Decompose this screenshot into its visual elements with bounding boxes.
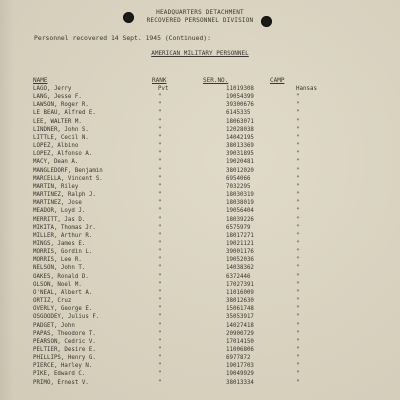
personnel-name: MARTIN, Riley bbox=[33, 183, 79, 190]
personnel-name: MILLER, Arthur R. bbox=[33, 232, 93, 239]
personnel-serial: 11006806 bbox=[226, 347, 254, 353]
document-header bbox=[0, 9, 400, 25]
personnel-serial: 39001176 bbox=[226, 249, 254, 256]
personnel-serial: 18017271 bbox=[226, 232, 254, 239]
personnel-rank: " bbox=[158, 314, 162, 321]
personnel-camp: " bbox=[296, 224, 300, 231]
personnel-rank: " bbox=[158, 338, 162, 345]
personnel-camp: " bbox=[296, 338, 300, 345]
personnel-camp: " bbox=[296, 281, 300, 288]
personnel-rank: " bbox=[158, 240, 162, 247]
table-row bbox=[33, 93, 356, 101]
table-row bbox=[33, 305, 356, 313]
table-row bbox=[33, 224, 356, 232]
column-header-camp: CAMP bbox=[270, 77, 285, 84]
personnel-serial: 39031895 bbox=[226, 151, 254, 158]
personnel-serial: 11016009 bbox=[226, 289, 254, 296]
personnel-camp: " bbox=[296, 175, 300, 182]
table-row bbox=[33, 183, 356, 191]
personnel-rank: " bbox=[158, 363, 162, 370]
personnel-camp: " bbox=[296, 208, 300, 215]
personnel-serial: 11019308 bbox=[226, 86, 254, 92]
personnel-serial: 20900729 bbox=[226, 330, 254, 337]
personnel-rank: " bbox=[158, 249, 162, 256]
personnel-serial: 18038019 bbox=[226, 200, 254, 207]
personnel-camp: " bbox=[296, 298, 300, 305]
personnel-rank: " bbox=[158, 273, 162, 280]
personnel-name: MARTINEZ, Jose bbox=[33, 200, 82, 207]
table-row bbox=[33, 273, 356, 281]
table-row bbox=[33, 150, 356, 158]
personnel-serial: 15061748 bbox=[226, 306, 254, 313]
personnel-name: MANGLEDORF, Benjamin bbox=[33, 167, 103, 174]
personnel-rank: " bbox=[158, 330, 162, 337]
personnel-camp: " bbox=[296, 192, 300, 199]
table-row bbox=[33, 126, 356, 134]
personnel-serial: 12028038 bbox=[226, 126, 254, 133]
personnel-camp: " bbox=[296, 322, 300, 329]
table-row bbox=[33, 346, 356, 354]
personnel-rank: " bbox=[158, 94, 162, 101]
personnel-rank: " bbox=[158, 151, 162, 158]
table-row bbox=[33, 109, 356, 117]
table-row bbox=[33, 134, 356, 142]
personnel-camp: " bbox=[296, 232, 300, 239]
table-row bbox=[33, 248, 356, 256]
table-row bbox=[33, 118, 356, 126]
personnel-serial: 14038362 bbox=[226, 265, 254, 272]
personnel-name: MORRIS, Lee R. bbox=[33, 257, 82, 264]
table-row bbox=[33, 85, 356, 93]
personnel-serial: 18039226 bbox=[226, 216, 254, 223]
personnel-rank: " bbox=[158, 102, 162, 109]
personnel-serial: 19056404 bbox=[226, 208, 254, 215]
personnel-camp: " bbox=[296, 183, 300, 190]
section-title: AMERICAN MILITARY PERSONNEL bbox=[151, 50, 249, 57]
personnel-camp: " bbox=[296, 200, 300, 207]
table-row bbox=[33, 232, 356, 240]
personnel-name: PIERCE, Harley N. bbox=[33, 363, 93, 370]
personnel-rank: " bbox=[158, 371, 162, 378]
personnel-rank: " bbox=[158, 192, 162, 199]
personnel-serial: 19049929 bbox=[226, 371, 254, 378]
personnel-serial: 18030319 bbox=[226, 192, 254, 199]
column-header-rank: RANK bbox=[152, 77, 167, 84]
personnel-name: MARCELLA, Vincent S. bbox=[33, 175, 103, 182]
personnel-camp: " bbox=[296, 126, 300, 133]
personnel-serial: 6575979 bbox=[226, 224, 251, 231]
table-row bbox=[33, 264, 356, 272]
personnel-camp: " bbox=[296, 118, 300, 125]
personnel-name: OLSON, Noel M. bbox=[33, 281, 82, 288]
personnel-rank: " bbox=[158, 134, 162, 141]
personnel-camp: " bbox=[296, 363, 300, 370]
personnel-name: LEE, WALTER M. bbox=[33, 118, 82, 125]
personnel-serial: 19054399 bbox=[226, 94, 254, 101]
personnel-name: ORTIZ, Cruz bbox=[33, 298, 72, 305]
personnel-serial: 19020481 bbox=[226, 159, 254, 166]
personnel-serial: 18063071 bbox=[226, 118, 254, 125]
personnel-camp: " bbox=[296, 143, 300, 150]
table-row bbox=[33, 216, 356, 224]
table-row bbox=[33, 322, 356, 330]
personnel-rank: " bbox=[158, 289, 162, 296]
personnel-name: LOPEZ, Albino bbox=[33, 143, 79, 150]
personnel-name: MIKITA, Thomas Jr. bbox=[33, 224, 96, 231]
personnel-rank: " bbox=[158, 126, 162, 133]
personnel-rank: " bbox=[158, 257, 162, 264]
table-row bbox=[33, 167, 356, 175]
personnel-rank: " bbox=[158, 143, 162, 150]
personnel-serial: 6977872 bbox=[226, 355, 251, 362]
table-row bbox=[33, 297, 356, 305]
personnel-serial: 38012630 bbox=[226, 298, 254, 305]
table-row bbox=[33, 370, 356, 378]
personnel-name: PADGET, John bbox=[33, 322, 75, 329]
personnel-name: LANG, Jesse F. bbox=[33, 94, 82, 101]
personnel-name: LAWSON, Roger R. bbox=[33, 102, 89, 109]
personnel-rank: " bbox=[158, 265, 162, 272]
personnel-serial: 38013369 bbox=[226, 143, 254, 150]
personnel-camp: " bbox=[296, 289, 300, 296]
table-row bbox=[33, 158, 356, 166]
personnel-camp: " bbox=[296, 167, 300, 174]
column-header-name: NAME bbox=[33, 77, 48, 84]
table-row bbox=[33, 256, 356, 264]
personnel-rank: " bbox=[158, 183, 162, 190]
personnel-camp: " bbox=[296, 306, 300, 313]
personnel-rank: " bbox=[158, 232, 162, 239]
personnel-serial: 6372446 bbox=[226, 273, 251, 280]
table-row bbox=[33, 191, 356, 199]
personnel-camp: " bbox=[296, 273, 300, 280]
personnel-serial: 6145335 bbox=[226, 110, 251, 117]
personnel-name: PAPAS, Theodore T. bbox=[33, 330, 96, 337]
personnel-name: MEADOR, Loyd J. bbox=[33, 208, 86, 215]
personnel-serial: 39300676 bbox=[226, 102, 254, 109]
personnel-name: PEARSON, Cedric V. bbox=[33, 338, 96, 345]
personnel-rank: " bbox=[158, 281, 162, 288]
personnel-serial: 19052036 bbox=[226, 257, 254, 264]
personnel-name: LINDNER, John S. bbox=[33, 126, 89, 133]
personnel-name: PIKE, Edward C. bbox=[33, 371, 86, 378]
personnel-camp: " bbox=[296, 379, 300, 386]
personnel-rank: " bbox=[158, 167, 162, 174]
table-row bbox=[33, 199, 356, 207]
personnel-serial: 19021121 bbox=[226, 240, 254, 247]
personnel-name: NELSON, John T. bbox=[33, 265, 86, 272]
table-row bbox=[33, 240, 356, 248]
personnel-rank: " bbox=[158, 175, 162, 182]
personnel-serial: 14027418 bbox=[226, 322, 254, 329]
personnel-name: PHILLIPS, Henry G. bbox=[33, 355, 96, 362]
table-row bbox=[33, 338, 356, 346]
personnel-name: PRIMO, Ernest V. bbox=[33, 379, 89, 386]
table-row bbox=[33, 281, 356, 289]
personnel-rank: " bbox=[158, 355, 162, 362]
personnel-camp: " bbox=[296, 134, 300, 141]
header-line-2: RECOVERED PERSONNEL DIVISION bbox=[146, 17, 254, 24]
table-row bbox=[33, 142, 356, 150]
personnel-camp: " bbox=[296, 240, 300, 247]
personnel-name: OSGOODEY, Julius F. bbox=[33, 314, 100, 321]
table-row bbox=[33, 330, 356, 338]
personnel-camp: " bbox=[296, 216, 300, 223]
personnel-rank: " bbox=[158, 298, 162, 305]
personnel-serial: 17014150 bbox=[226, 338, 254, 345]
personnel-serial: 35053917 bbox=[226, 314, 254, 321]
column-header-serial: SER.NO. bbox=[203, 77, 229, 84]
personnel-camp: " bbox=[296, 265, 300, 272]
table-row bbox=[33, 101, 356, 109]
personnel-rank: " bbox=[158, 322, 162, 329]
personnel-name: LE BEAU, Alfred E. bbox=[33, 110, 96, 117]
personnel-rank: " bbox=[158, 347, 162, 353]
personnel-name: MERRITT, Jas D. bbox=[33, 216, 86, 223]
table-row bbox=[33, 207, 356, 215]
personnel-rank: " bbox=[158, 118, 162, 125]
personnel-rank: " bbox=[158, 306, 162, 313]
personnel-rank: " bbox=[158, 200, 162, 207]
personnel-name: O'NEAL, Albert A. bbox=[33, 289, 93, 296]
personnel-camp: " bbox=[296, 159, 300, 166]
recovery-date-line: Personnel recovered 14 Sept. 1945 (Continued): bbox=[34, 34, 211, 42]
personnel-camp: " bbox=[296, 355, 300, 362]
personnel-camp: " bbox=[296, 102, 300, 109]
personnel-table bbox=[33, 85, 356, 387]
personnel-name: LITTLE, Cecil N. bbox=[33, 134, 89, 141]
personnel-rank: " bbox=[158, 208, 162, 215]
personnel-serial: 38012020 bbox=[226, 167, 254, 174]
personnel-serial: 19017703 bbox=[226, 363, 254, 370]
personnel-name: PELTIER, Desire E. bbox=[33, 347, 96, 353]
personnel-name: MACY, Dean A. bbox=[33, 159, 79, 166]
table-row bbox=[33, 175, 356, 183]
personnel-camp: " bbox=[296, 257, 300, 264]
personnel-rank: " bbox=[158, 216, 162, 223]
personnel-serial: 17027391 bbox=[226, 281, 254, 288]
personnel-camp: " bbox=[296, 330, 300, 337]
personnel-name: OVERLY, George E. bbox=[33, 306, 93, 313]
personnel-camp: " bbox=[296, 347, 300, 353]
table-row bbox=[33, 354, 356, 362]
personnel-name: MINGS, James E. bbox=[33, 240, 86, 247]
table-row bbox=[33, 379, 356, 387]
personnel-rank: " bbox=[158, 379, 162, 386]
personnel-name: MORRIS, Gordin L. bbox=[33, 249, 93, 256]
personnel-name: OAKES, Ronald D. bbox=[33, 273, 89, 280]
personnel-rank: Pvt bbox=[158, 86, 169, 92]
personnel-rank: " bbox=[158, 110, 162, 117]
personnel-camp: Hansas bbox=[296, 86, 317, 92]
personnel-rank: " bbox=[158, 224, 162, 231]
personnel-camp: " bbox=[296, 151, 300, 158]
header-line-1: HEADQUARTERS DETACHMENT bbox=[156, 9, 244, 16]
personnel-serial: 7032295 bbox=[226, 183, 251, 190]
personnel-camp: " bbox=[296, 371, 300, 378]
table-row bbox=[33, 362, 356, 370]
table-row bbox=[33, 313, 356, 321]
personnel-name: MARTINEZ, Ralph J. bbox=[33, 192, 96, 199]
personnel-serial: 14042195 bbox=[226, 134, 254, 141]
personnel-serial: 38013334 bbox=[226, 379, 254, 386]
personnel-camp: " bbox=[296, 110, 300, 117]
personnel-name: LAGO, Jerry bbox=[33, 86, 72, 92]
personnel-serial: 6954066 bbox=[226, 175, 251, 182]
table-row bbox=[33, 289, 356, 297]
personnel-camp: " bbox=[296, 94, 300, 101]
personnel-camp: " bbox=[296, 314, 300, 321]
personnel-camp: " bbox=[296, 249, 300, 256]
personnel-rank: " bbox=[158, 159, 162, 166]
personnel-name: LOPEZ, Alfonso A. bbox=[33, 151, 93, 158]
